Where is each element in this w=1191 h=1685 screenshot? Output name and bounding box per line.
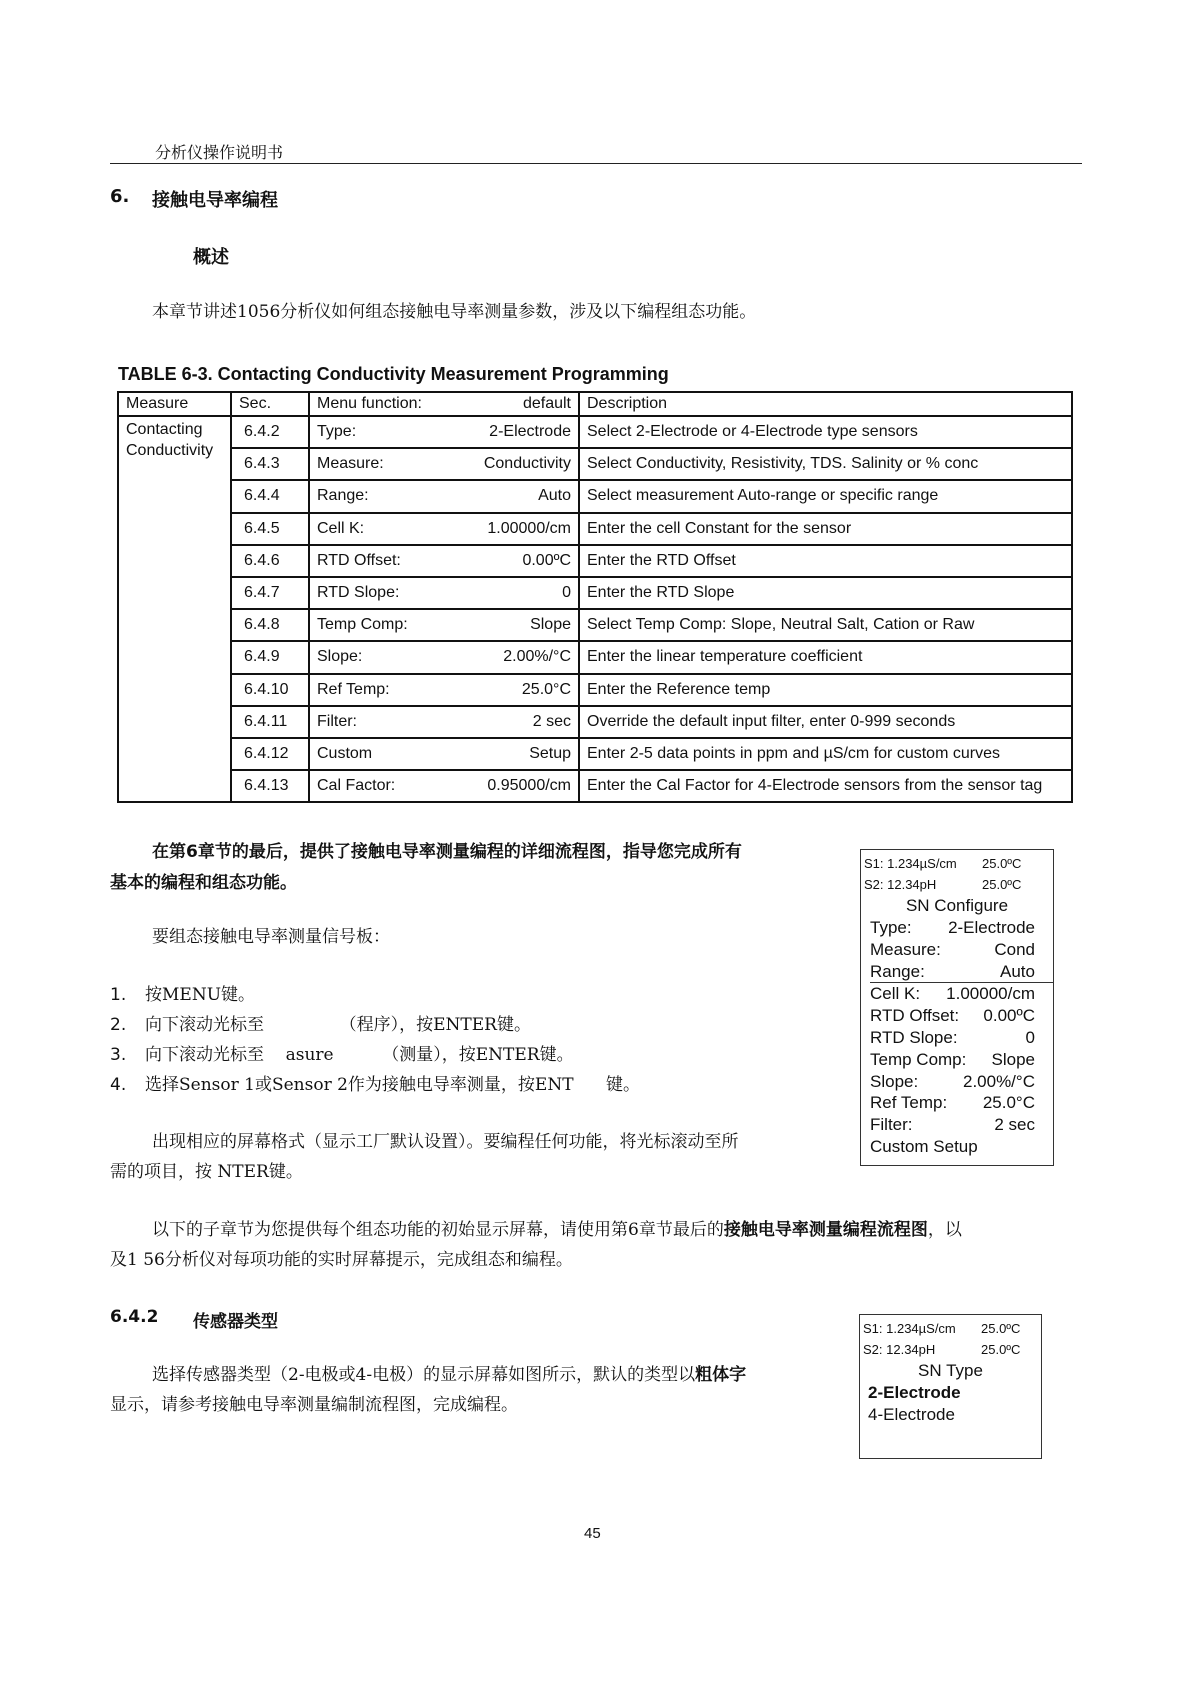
sensor-type-part-a: 选择传感器类型（2-电极或4-电极）的显示屏幕如图所示，默认的类型以 [152,1365,696,1385]
lcd-type-s2-line [863,1339,1041,1360]
lcd-type-s1-line [863,1318,1041,1339]
menu-function: Cal Factor: [317,777,396,795]
table-row [118,577,1072,609]
lcd-s2-temp: 25.0ºC [982,877,1022,892]
menu-default: Setup [529,744,571,762]
lcd-type-title: SN Type [918,1361,983,1380]
lcd-config-value: Slope [991,1049,1035,1069]
description-cell: Select Conductivity, Resistivity, TDS. Salinity or % conc [579,448,1072,480]
menu-function: Type: [317,423,357,441]
flow-note-line1: 在第6章节的最后，提供了接触电导率测量编程的详细流程图，指导您完成所有 [152,842,742,862]
menu-function: Temp Comp: [317,616,408,634]
step-number: 4. [110,1075,127,1095]
sensor-type-line2: 显示，请参考接触电导率测量编制流程图，完成编程。 [110,1395,518,1415]
lcd-config-row [870,983,1053,1005]
header-measure: Measure [118,392,231,416]
header-sec: Sec. [231,392,309,416]
sec-cell: 6.4.5 [231,513,309,545]
measure-cell [118,416,231,802]
menu-default: 2.00%/°C [503,648,571,666]
lcd-config-key: Filter: [870,1115,913,1135]
lcd-config-value: 2 sec [994,1115,1035,1135]
lcd-s1-line [864,853,1053,874]
step-text: 按MENU键。 [145,985,256,1005]
menu-default: 0 [562,584,571,602]
menu-function: Filter: [317,712,357,730]
lcd-config-key: Slope: [870,1071,919,1091]
menu-cell [309,448,579,480]
header-default: default [522,395,571,412]
lcd-config-value: 0 [1025,1027,1035,1047]
lcd-config-key: Type: [870,918,912,937]
step-number: 3. [110,1045,127,1065]
sec-cell: 6.4.4 [231,480,309,512]
step-text: 选择Sensor 1或Sensor 2作为接触电导率测量，按ENT 键。 [145,1075,640,1095]
lcd-s1-value: S1: 1.234µS/cm [864,856,957,871]
header-menu-default [309,392,579,416]
lcd-type-s2-value: S2: 12.34pH [863,1342,936,1357]
lcd-config-key: Measure: [870,939,941,959]
lcd-config-key: Cell K: [870,984,921,1004]
lcd-s2-value: S2: 12.34pH [864,877,937,892]
table-row [118,738,1072,770]
menu-default: 0.95000/cm [487,777,571,795]
lcd-type-option-2-electrode: 2-Electrode [868,1383,961,1402]
lcd-config-value: 1.00000/cm [946,984,1035,1004]
lcd-config-row [870,939,1053,961]
table-row [118,545,1072,577]
lcd-config-value: Cond [994,939,1035,959]
lcd-config-row [870,1049,1053,1071]
table-header-row [118,392,1072,416]
sec-cell: 6.4.6 [231,545,309,577]
header-description: Description [579,392,1072,416]
sec-cell: 6.4.8 [231,609,309,641]
lcd-configure-screen [860,849,1054,1166]
table-row [118,609,1072,641]
config-intro: 要组态接触电导率测量信号板： [152,927,390,947]
table-row [118,416,1072,448]
lcd-config-value: 2-Electrode [948,918,1035,937]
description-cell: Enter the Reference temp [579,674,1072,706]
description-cell: Enter the RTD Offset [579,545,1072,577]
subsections-note-line2: 及1 56分析仪对每项功能的实时屏幕提示，完成组态和编程。 [110,1250,573,1270]
lcd-config-value: 2.00%/°C [962,1071,1035,1091]
menu-default: 25.0°C [521,680,571,698]
subsections-note-part-c: ，以 [927,1220,962,1240]
subsection-number: 6.4.2 [110,1307,159,1327]
menu-function: RTD Slope: [317,584,400,602]
menu-cell [309,770,579,802]
lcd-config-key: Ref Temp: [870,1093,948,1113]
menu-cell [309,706,579,738]
header-rule [110,163,1082,164]
sec-cell: 6.4.11 [231,706,309,738]
measure-label-line1: Contacting [126,421,203,438]
table-row [118,770,1072,802]
lcd-s1-temp: 25.0ºC [982,856,1022,871]
description-cell: Enter the linear temperature coefficient [579,641,1072,673]
menu-default: Slope [530,616,571,634]
menu-default: Conductivity [483,455,571,473]
lcd-type-screen [859,1314,1042,1459]
step-text: 向下滚动光标至 asure （测量），按ENTER键。 [145,1045,574,1065]
menu-default: 0.00ºC [522,551,571,569]
subsections-note-line1 [152,1215,962,1245]
description-cell: Select Temp Comp: Slope, Neutral Salt, Cation or Raw [579,609,1072,641]
lcd-custom-setup: Custom Setup [870,1136,978,1156]
lcd-config-value: Auto [1000,961,1035,981]
subsection-title: 传感器类型 [193,1312,278,1332]
screen-note-line2: 需的项目，按 NTER键。 [110,1162,303,1182]
menu-cell [309,609,579,641]
description-cell: Enter the Cal Factor for 4-Electrode sensors from the sensor tag [579,770,1072,802]
table-row [118,448,1072,480]
section-number: 6. [110,186,130,207]
sec-cell: 6.4.13 [231,770,309,802]
lcd-config-row [870,1027,1053,1049]
step-number: 2. [110,1015,127,1035]
description-cell: Enter the cell Constant for the sensor [579,513,1072,545]
overview-heading: 概述 [193,247,229,268]
flow-note-line2: 基本的编程和组态功能。 [110,873,297,893]
lcd-configure-rows [861,917,1053,1136]
header-menu: Menu function: [317,395,422,412]
table-caption: TABLE 6-3. Contacting Conductivity Measurement Programming [118,364,669,384]
menu-cell [309,513,579,545]
sec-cell: 6.4.10 [231,674,309,706]
lcd-config-key: Temp Comp: [870,1049,967,1069]
menu-function: Custom [317,744,373,762]
lcd-config-row [870,917,1053,939]
section-title: 接触电导率编程 [152,190,278,211]
table-row [118,641,1072,673]
lcd-s2-line [864,874,1053,895]
sec-cell: 6.4.12 [231,738,309,770]
lcd-type-s1-temp: 25.0ºC [981,1321,1021,1336]
menu-cell [309,641,579,673]
programming-table [117,391,1073,803]
subsections-note-part-a: 以下的子章节为您提供每个组态功能的初始显示屏幕，请使用第6章节最后的 [152,1220,724,1240]
sec-cell: 6.4.2 [231,416,309,448]
menu-cell [309,738,579,770]
flowchart-reference: 接触电导率测量编程流程图 [723,1220,928,1240]
description-cell: Enter 2-5 data points in ppm and µS/cm for custom curves [579,738,1072,770]
menu-function: RTD Offset: [317,551,401,569]
screen-note-line1: 出现相应的屏幕格式（显示工厂默认设置）。要编程任何功能，将光标滚动至所 [152,1132,739,1152]
lcd-type-s1-value: S1: 1.234µS/cm [863,1321,956,1336]
lcd-config-row [870,1071,1053,1093]
menu-function: Measure: [317,455,384,473]
page-header: 分析仪操作说明书 [155,143,284,162]
lcd-config-value: 25.0°C [982,1093,1035,1113]
menu-cell [309,416,579,448]
menu-function: Range: [317,487,369,505]
description-cell: Override the default input filter, enter 0-999 seconds [579,706,1072,738]
description-cell: Enter the RTD Slope [579,577,1072,609]
lcd-type-option-4-electrode: 4-Electrode [868,1405,955,1424]
menu-cell [309,480,579,512]
description-cell: Select 2-Electrode or 4-Electrode type sensors [579,416,1072,448]
menu-cell [309,674,579,706]
lcd-config-row [870,961,1053,984]
lcd-type-s2-temp: 25.0ºC [981,1342,1021,1357]
menu-cell [309,545,579,577]
description-cell: Select measurement Auto-range or specific range [579,480,1072,512]
step-text: 向下滚动光标至 （程序），按ENTER键。 [145,1015,531,1035]
bold-text-term: 粗体字 [695,1365,747,1385]
menu-default: Auto [538,487,571,505]
menu-cell [309,577,579,609]
menu-default: 2-Electrode [489,423,571,441]
lcd-config-key: RTD Slope: [870,1027,958,1047]
overview-intro: 本章节讲述1056分析仪如何组态接触电导率测量参数，涉及以下编程组态功能。 [152,302,757,322]
menu-function: Ref Temp: [317,680,390,698]
measure-label-line2: Conductivity [126,442,214,459]
menu-function: Slope: [317,648,363,666]
lcd-configure-title: SN Configure [905,896,1009,915]
table-row [118,480,1072,512]
lcd-config-row [870,1005,1053,1027]
sec-cell: 6.4.7 [231,577,309,609]
sec-cell: 6.4.9 [231,641,309,673]
sec-cell: 6.4.3 [231,448,309,480]
lcd-config-row [870,1114,1053,1136]
lcd-config-key: Range: [870,961,925,981]
menu-default: 2 sec [532,712,571,730]
page-number: 45 [584,1525,601,1542]
lcd-config-value: 0.00ºC [983,1006,1035,1026]
lcd-config-key: RTD Offset: [870,1006,960,1026]
step-number: 1. [110,985,127,1005]
table-row [118,513,1072,545]
lcd-config-row [870,1092,1053,1114]
menu-function: Cell K: [317,519,365,537]
menu-default: 1.00000/cm [487,519,571,537]
table-row [118,674,1072,706]
sensor-type-line1 [152,1360,746,1390]
table-row [118,706,1072,738]
